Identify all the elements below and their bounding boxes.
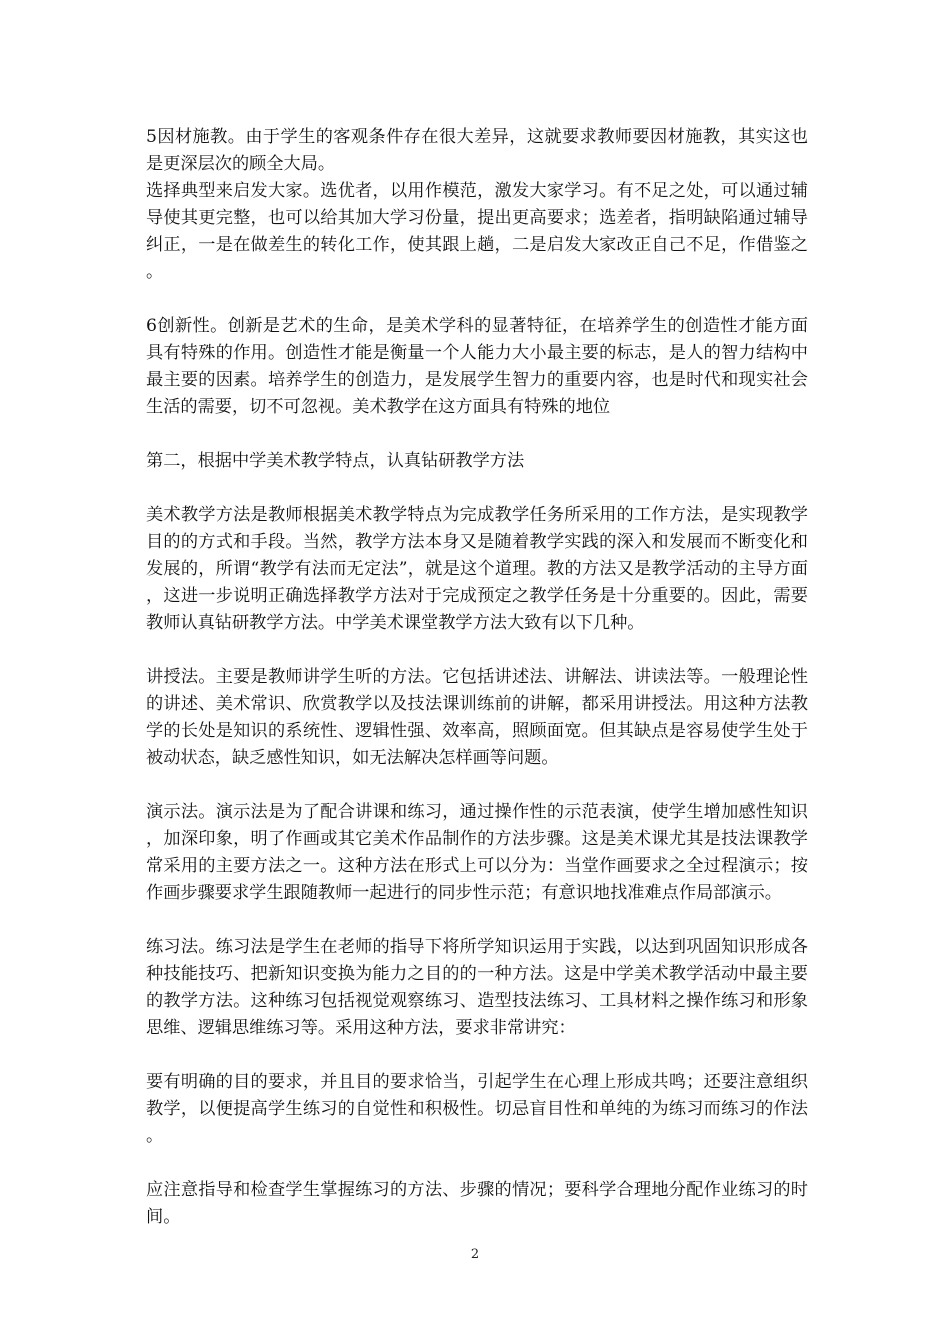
paragraph-practice-method: 练习法。练习法是学生在老师的指导下将所学知识运用于实践，以达到巩固知识形成各种技能技巧、把新知识变换为能力之目的的一种方法。这是中学美术教学活动中最主要的教学方法。这种练习包括视觉观察练习、造型技法练习、工具材料之操作练习和形象思维、逻辑思维练习等。采用这种方法，要求非常讲究： <box>146 937 808 1038</box>
paragraph-lecture-method: 讲授法。主要是教师讲学生听的方法。它包括讲述法、讲解法、讲读法等。一般理论性的讲述、美术常识、欣赏教学以及技法课训练前的讲解，都采用讲授法。用这种方法教学的长处是知识的系统性、逻辑性强、效率高，照顾面宽。但其缺点是容易使学生处于被动状态，缺乏感性知识，如无法解决怎样画等问题。 <box>146 667 808 768</box>
paragraph-select-examples: 选择典型来启发大家。选优者，以用作模范，激发大家学习。有不足之处，可以通过辅导使其更完整，也可以给其加大学习份量，提出更高要求；选差者，指明缺陷通过辅导纠正，一是在做差生的转化工作，使其跟上趟，二是启发大家改正自己不足，作借鉴之。 <box>146 181 808 282</box>
paragraph-demonstration-method: 演示法。演示法是为了配合讲课和练习，通过操作性的示范表演，使学生增加感性知识，加深印象，明了作画或其它美术作品制作的方法步骤。这是美术课尤其是技法课教学常采用的主要方法之一。这种方法在形式上可以分为：当堂作画要求之全过程演示；按作画步骤要求学生跟随教师一起进行的同步性示范；有意识地找准难点作局部演示。 <box>146 802 808 903</box>
paragraph-individualized-teaching: 5因材施教。由于学生的客观条件存在很大差异，这就要求教师要因材施教，其实这也是更深层次的顾全大局。 <box>146 127 808 174</box>
section-heading-teaching-methods: 第二，根据中学美术教学特点，认真钻研教学方法 <box>146 451 525 471</box>
document-body <box>146 124 808 1258</box>
paragraph-guidance-check: 应注意指导和检查学生掌握练习的方法、步骤的情况；要科学合理地分配作业练习的时间。 <box>146 1180 808 1227</box>
paragraph-teaching-methods-intro: 美术教学方法是教师根据美术教学特点为完成教学任务所采用的工作方法，是实现教学目的的方式和手段。当然，教学方法本身又是随着教学实践的深入和发展而不断变化和发展的，所谓“教学有法而无定法”，就是这个道理。教的方法又是教学活动的主导方面，这进一步说明正确选择教学方法对于完成预定之教学任务是十分重要的。因此，需要教师认真钻研教学方法。中学美术课堂教学方法大致有以下几种。 <box>146 505 808 633</box>
paragraph-creativity: 6创新性。创新是艺术的生命，是美术学科的显著特征，在培养学生的创造性才能方面具有特殊的作用。创造性才能是衡量一个人能力大小最主要的标志，是人的智力结构中最主要的因素。培养学生的创造力，是发展学生智力的重要内容，也是时代和现实社会生活的需要，切不可忽视。美术教学在这方面具有特殊的地位 <box>146 316 808 417</box>
page-number: 2 <box>470 1247 480 1262</box>
paragraph-clear-goals: 要有明确的目的要求，并且目的要求恰当，引起学生在心理上形成共鸣；还要注意组织教学，以便提高学生练习的自觉性和积极性。切忌盲目性和单纯的为练习而练习的作法。 <box>146 1072 808 1146</box>
